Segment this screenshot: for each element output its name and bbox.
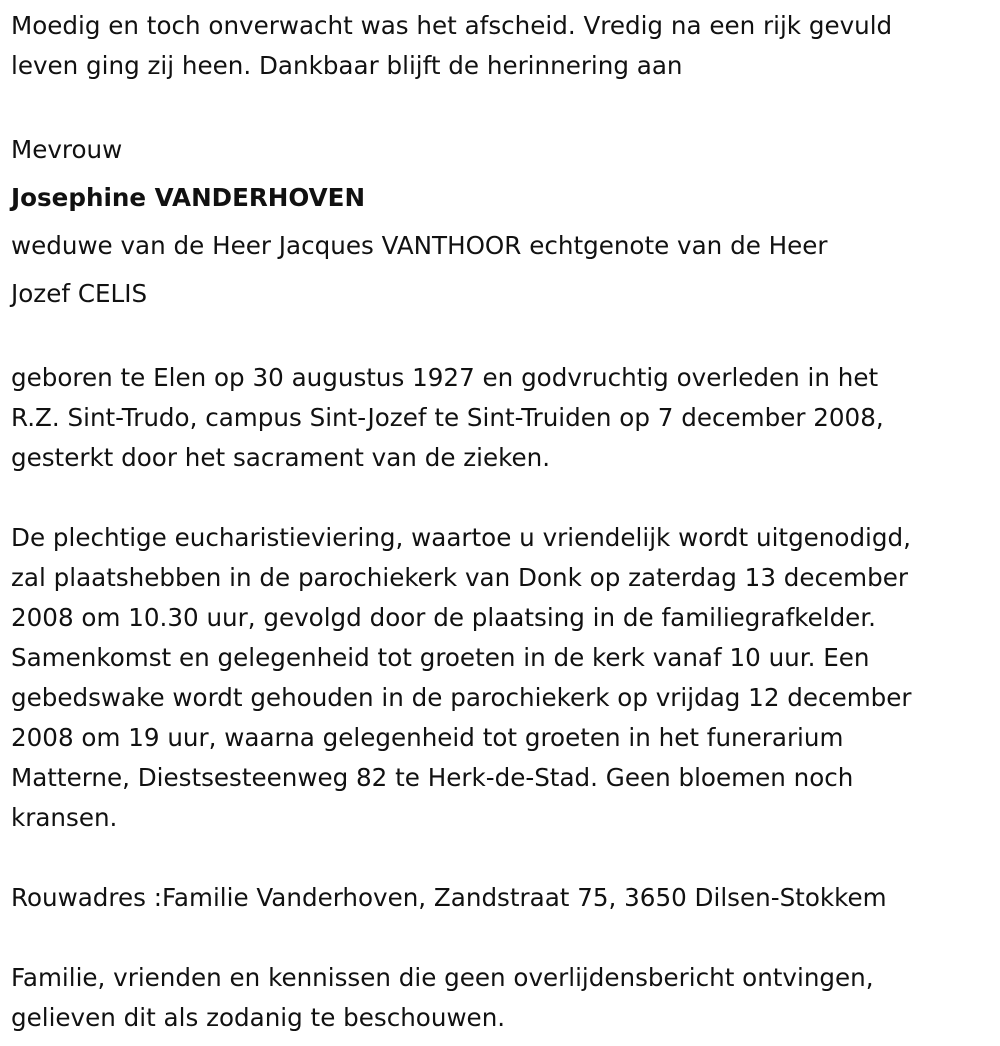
person-relation-line: Jozef CELIS <box>11 279 148 308</box>
person-relation-line: weduwe van de Heer Jacques VANTHOOR echtgenote van de Heer <box>11 231 828 260</box>
ceremony-paragraph <box>11 518 996 838</box>
birth-death-line: R.Z. Sint-Trudo, campus Sint-Jozef te Sint-Truiden op 7 december 2008, <box>11 403 884 432</box>
person-last-name: VANDERHOVEN <box>154 183 366 212</box>
closing-line: Familie, vrienden en kennissen die geen overlijdensbericht ontvingen, <box>11 963 874 992</box>
person-title: Mevrouw <box>11 135 123 164</box>
intro-paragraph <box>11 6 996 86</box>
person-first-name: Josephine <box>11 183 155 212</box>
person-block <box>11 126 996 318</box>
ceremony-line: 2008 om 10.30 uur, gevolgd door de plaatsing in de familiegrafkelder. <box>11 603 876 632</box>
paragraph-gap <box>11 838 996 878</box>
person-name <box>11 174 996 222</box>
closing-line: gelieven dit als zodanig te beschouwen. <box>11 1003 506 1032</box>
birth-death-paragraph <box>11 358 996 478</box>
paragraph-gap <box>11 918 996 958</box>
mourning-address: Rouwadres :Familie Vanderhoven, Zandstraat 75, 3650 Dilsen-Stokkem <box>11 883 887 912</box>
intro-line: leven ging zij heen. Dankbaar blijft de herinnering aan <box>11 51 683 80</box>
ceremony-line: Matterne, Diestsesteenweg 82 te Herk-de-Stad. Geen bloemen noch <box>11 763 854 792</box>
address-paragraph <box>11 878 996 918</box>
intro-line: Moedig en toch onverwacht was het afscheid. Vredig na een rijk gevuld <box>11 11 893 40</box>
paragraph-gap <box>11 86 996 126</box>
ceremony-line: zal plaatshebben in de parochiekerk van Donk op zaterdag 13 december <box>11 563 908 592</box>
paragraph-gap <box>11 478 996 518</box>
ceremony-line: 2008 om 19 uur, waarna gelegenheid tot groeten in het funerarium <box>11 723 844 752</box>
obituary-notice <box>11 6 996 1038</box>
birth-death-line: geboren te Elen op 30 augustus 1927 en godvruchtig overleden in het <box>11 363 879 392</box>
ceremony-line: De plechtige eucharistieviering, waartoe u vriendelijk wordt uitgenodigd, <box>11 523 911 552</box>
paragraph-gap <box>11 318 996 358</box>
ceremony-line: Samenkomst en gelegenheid tot groeten in de kerk vanaf 10 uur. Een <box>11 643 870 672</box>
birth-death-line: gesterkt door het sacrament van de zieken. <box>11 443 551 472</box>
ceremony-line: gebedswake wordt gehouden in de parochiekerk op vrijdag 12 december <box>11 683 912 712</box>
closing-paragraph <box>11 958 996 1038</box>
ceremony-line: kransen. <box>11 803 118 832</box>
